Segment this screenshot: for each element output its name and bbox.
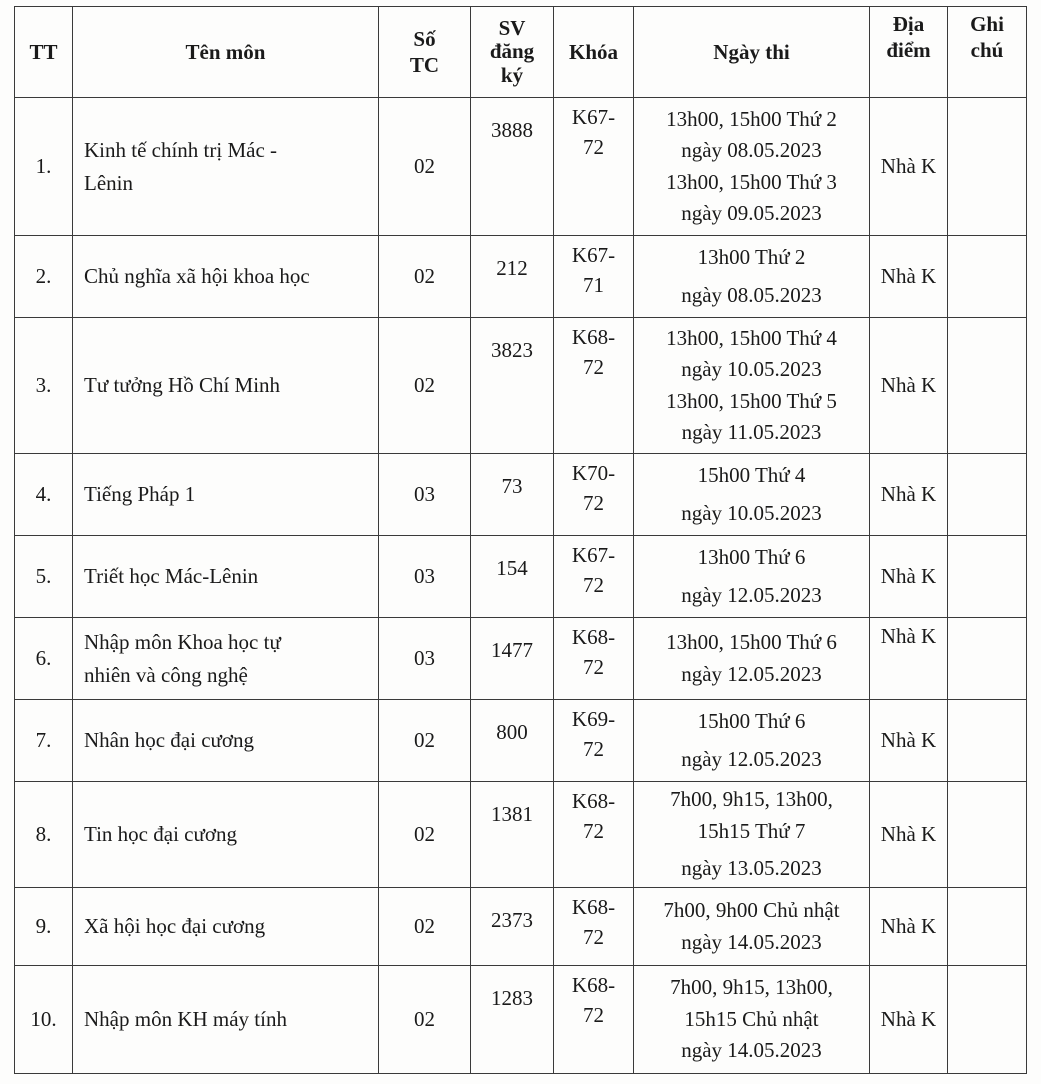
- exam-location: Nhà K: [870, 618, 948, 700]
- row-index: 10.: [15, 966, 73, 1074]
- credit-count: 02: [379, 700, 471, 782]
- course-name: [73, 782, 379, 888]
- exam-location: Nhà K: [870, 98, 948, 236]
- cohort-line: 72: [583, 819, 604, 844]
- header-sv-line: ký: [500, 62, 524, 87]
- note-cell: [948, 966, 1027, 1074]
- credit-count: 02: [379, 888, 471, 966]
- header-ten-mon: Tên môn: [73, 7, 379, 98]
- header-dia-diem-line: Địa: [892, 12, 925, 36]
- course-name: [73, 318, 379, 454]
- row-index: 4.: [15, 454, 73, 536]
- row-index: 6.: [15, 618, 73, 700]
- header-sv-line: đăng: [489, 39, 535, 64]
- cohort: [554, 782, 634, 888]
- row-index: 3.: [15, 318, 73, 454]
- course-name-line: Triết học Mác-Lênin: [84, 564, 259, 589]
- note-cell: [948, 454, 1027, 536]
- header-ghi-chu: [948, 7, 1027, 98]
- note-cell: [948, 318, 1027, 454]
- credit-count: 03: [379, 454, 471, 536]
- cohort: [554, 236, 634, 318]
- cohort-line: 72: [583, 655, 604, 680]
- cohort: [554, 966, 634, 1074]
- exam-date: [634, 618, 870, 700]
- row-index: 8.: [15, 782, 73, 888]
- registered-students: 1477: [471, 618, 554, 700]
- registered-students: 800: [471, 700, 554, 782]
- exam-date: [634, 888, 870, 966]
- note-cell: [948, 888, 1027, 966]
- note-cell: [948, 618, 1027, 700]
- exam-location: Nhà K: [870, 454, 948, 536]
- cohort-line: K68-: [571, 625, 616, 649]
- header-ghi-chu-line: Ghi: [970, 12, 1004, 36]
- exam-date-line: ngày 09.05.2023: [681, 201, 822, 225]
- course-name: [73, 536, 379, 618]
- course-name: [73, 618, 379, 700]
- table-row: [15, 618, 1027, 700]
- note-cell: [948, 782, 1027, 888]
- registered-students: 3823: [471, 318, 554, 454]
- cohort: [554, 454, 634, 536]
- row-index: 5.: [15, 536, 73, 618]
- exam-location: Nhà K: [870, 782, 948, 888]
- credit-count: 03: [379, 536, 471, 618]
- header-ghi-chu-line: chú: [970, 38, 1004, 63]
- table-row: [15, 888, 1027, 966]
- exam-date: [634, 536, 870, 618]
- cohort-line: 72: [583, 573, 604, 598]
- registered-students: 73: [471, 454, 554, 536]
- row-index: 2.: [15, 236, 73, 318]
- exam-date-line: 13h00, 15h00 Thứ 6: [666, 630, 837, 654]
- table-row: [15, 236, 1027, 318]
- exam-date: [634, 966, 870, 1074]
- course-name-line: nhiên và công nghệ: [84, 662, 248, 687]
- exam-date-line: ngày 10.05.2023: [681, 500, 822, 525]
- cohort-line: 72: [583, 355, 604, 380]
- exam-date-line: 13h00, 15h00 Thứ 2: [666, 106, 837, 131]
- course-name: [73, 236, 379, 318]
- table-row: [15, 454, 1027, 536]
- course-name-line: Chủ nghĩa xã hội khoa học: [84, 264, 310, 289]
- cohort: [554, 98, 634, 236]
- exam-date: [634, 318, 870, 454]
- exam-date-line: ngày 14.05.2023: [681, 929, 822, 954]
- table-row: [15, 966, 1027, 1074]
- exam-date: [634, 236, 870, 318]
- exam-date-line: ngày 11.05.2023: [681, 420, 822, 444]
- row-index: 1.: [15, 98, 73, 236]
- course-name-line: Nhân học đại cương: [84, 728, 255, 753]
- table-row: [15, 536, 1027, 618]
- exam-location: Nhà K: [870, 888, 948, 966]
- exam-date-line: ngày 08.05.2023: [681, 138, 822, 162]
- exam-date: [634, 782, 870, 888]
- credit-count: 03: [379, 618, 471, 700]
- registered-students: 154: [471, 536, 554, 618]
- table-row: [15, 782, 1027, 888]
- exam-date-line: 13h00 Thứ 2: [697, 245, 806, 269]
- course-name-line: Xã hội học đại cương: [84, 914, 266, 939]
- cohort-line: K69-: [571, 707, 616, 731]
- row-index: 9.: [15, 888, 73, 966]
- exam-location: Nhà K: [870, 966, 948, 1074]
- registered-students: 1283: [471, 966, 554, 1074]
- header-ngay-thi: Ngày thi: [634, 7, 870, 98]
- cohort-line: 72: [583, 737, 604, 762]
- registered-students: 1381: [471, 782, 554, 888]
- registered-students: 2373: [471, 888, 554, 966]
- course-name: [73, 98, 379, 236]
- note-cell: [948, 536, 1027, 618]
- header-dia-diem-line: điểm: [886, 38, 931, 63]
- cohort-line: 72: [583, 925, 604, 950]
- credit-count: 02: [379, 782, 471, 888]
- header-tt: TT: [15, 7, 73, 98]
- course-name: [73, 454, 379, 536]
- course-name-line: Tin học đại cương: [84, 822, 237, 847]
- table-header-row: [15, 7, 1027, 98]
- cohort-line: 71: [583, 273, 604, 298]
- exam-schedule-table: [14, 6, 1027, 1074]
- exam-date-line: 7h00, 9h00 Chủ nhật: [663, 898, 840, 922]
- exam-date-line: 13h00, 15h00 Thứ 3: [666, 169, 837, 194]
- exam-date-line: 13h00, 15h00 Thứ 5: [666, 388, 837, 413]
- header-sv-line: SV: [498, 15, 526, 40]
- course-name-line: Nhập môn KH máy tính: [84, 1007, 287, 1032]
- table-row: [15, 98, 1027, 236]
- exam-date-line: 15h00 Thứ 4: [697, 463, 806, 487]
- registered-students: 212: [471, 236, 554, 318]
- cohort: [554, 318, 634, 454]
- cohort-line: K68-: [571, 895, 616, 919]
- cohort: [554, 536, 634, 618]
- exam-date-line: ngày 13.05.2023: [681, 856, 822, 881]
- exam-location: Nhà K: [870, 236, 948, 318]
- cohort-line: K68-: [571, 973, 616, 997]
- note-cell: [948, 98, 1027, 236]
- course-name-line: Tiếng Pháp 1: [84, 482, 196, 507]
- course-name-line: Tư tưởng Hồ Chí Minh: [84, 373, 281, 398]
- exam-date-line: 13h00, 15h00 Thứ 4: [666, 325, 837, 350]
- exam-location: Nhà K: [870, 700, 948, 782]
- note-cell: [948, 700, 1027, 782]
- exam-date-line: ngày 10.05.2023: [681, 357, 822, 381]
- credit-count: 02: [379, 98, 471, 236]
- course-name-line: Lênin: [84, 170, 133, 195]
- exam-date-line: ngày 12.05.2023: [681, 582, 822, 607]
- cohort-line: 72: [583, 491, 604, 516]
- exam-date-line: ngày 08.05.2023: [681, 282, 822, 307]
- credit-count: 02: [379, 966, 471, 1074]
- credit-count: 02: [379, 236, 471, 318]
- cohort-line: 72: [583, 1003, 604, 1028]
- cohort-line: K67-: [571, 543, 616, 567]
- header-sv-dang-ky: [471, 7, 554, 98]
- exam-date: [634, 98, 870, 236]
- exam-date-line: 7h00, 9h15, 13h00,: [670, 975, 833, 1000]
- course-name: [73, 966, 379, 1074]
- registered-students: 3888: [471, 98, 554, 236]
- cohort-line: K68-: [571, 789, 616, 813]
- exam-date-line: 15h15 Chủ nhật: [684, 1006, 819, 1031]
- exam-location: Nhà K: [870, 318, 948, 454]
- cohort-line: K67-: [571, 243, 616, 267]
- exam-date-line: ngày 12.05.2023: [681, 661, 822, 686]
- note-cell: [948, 236, 1027, 318]
- credit-count: 02: [379, 318, 471, 454]
- cohort: [554, 618, 634, 700]
- exam-date: [634, 700, 870, 782]
- cohort: [554, 700, 634, 782]
- header-so-tc-line: Số: [413, 26, 436, 51]
- row-index: 7.: [15, 700, 73, 782]
- header-so-tc: [379, 7, 471, 98]
- exam-date-line: 7h00, 9h15, 13h00,: [670, 787, 833, 812]
- exam-date-line: 15h00 Thứ 6: [697, 709, 806, 733]
- header-khoa: Khóa: [554, 7, 634, 98]
- cohort-line: K70-: [571, 461, 616, 485]
- cohort-line: K67-: [571, 105, 616, 129]
- exam-location: Nhà K: [870, 536, 948, 618]
- header-so-tc-line: TC: [409, 53, 440, 77]
- cohort: [554, 888, 634, 966]
- exam-date: [634, 454, 870, 536]
- course-name-line: Nhập môn Khoa học tự: [84, 629, 281, 654]
- exam-date-line: ngày 12.05.2023: [681, 746, 822, 771]
- exam-date-line: ngày 14.05.2023: [681, 1038, 822, 1063]
- cohort-line: 72: [583, 135, 604, 160]
- cohort-line: K68-: [571, 325, 616, 349]
- table-row: [15, 700, 1027, 782]
- exam-date-line: 13h00 Thứ 6: [697, 545, 806, 569]
- course-name: [73, 888, 379, 966]
- table-row: [15, 318, 1027, 454]
- header-dia-diem: [870, 7, 948, 98]
- course-name: [73, 700, 379, 782]
- exam-date-line: 15h15 Thứ 7: [697, 818, 806, 843]
- course-name-line: Kinh tế chính trị Mác -: [84, 137, 278, 162]
